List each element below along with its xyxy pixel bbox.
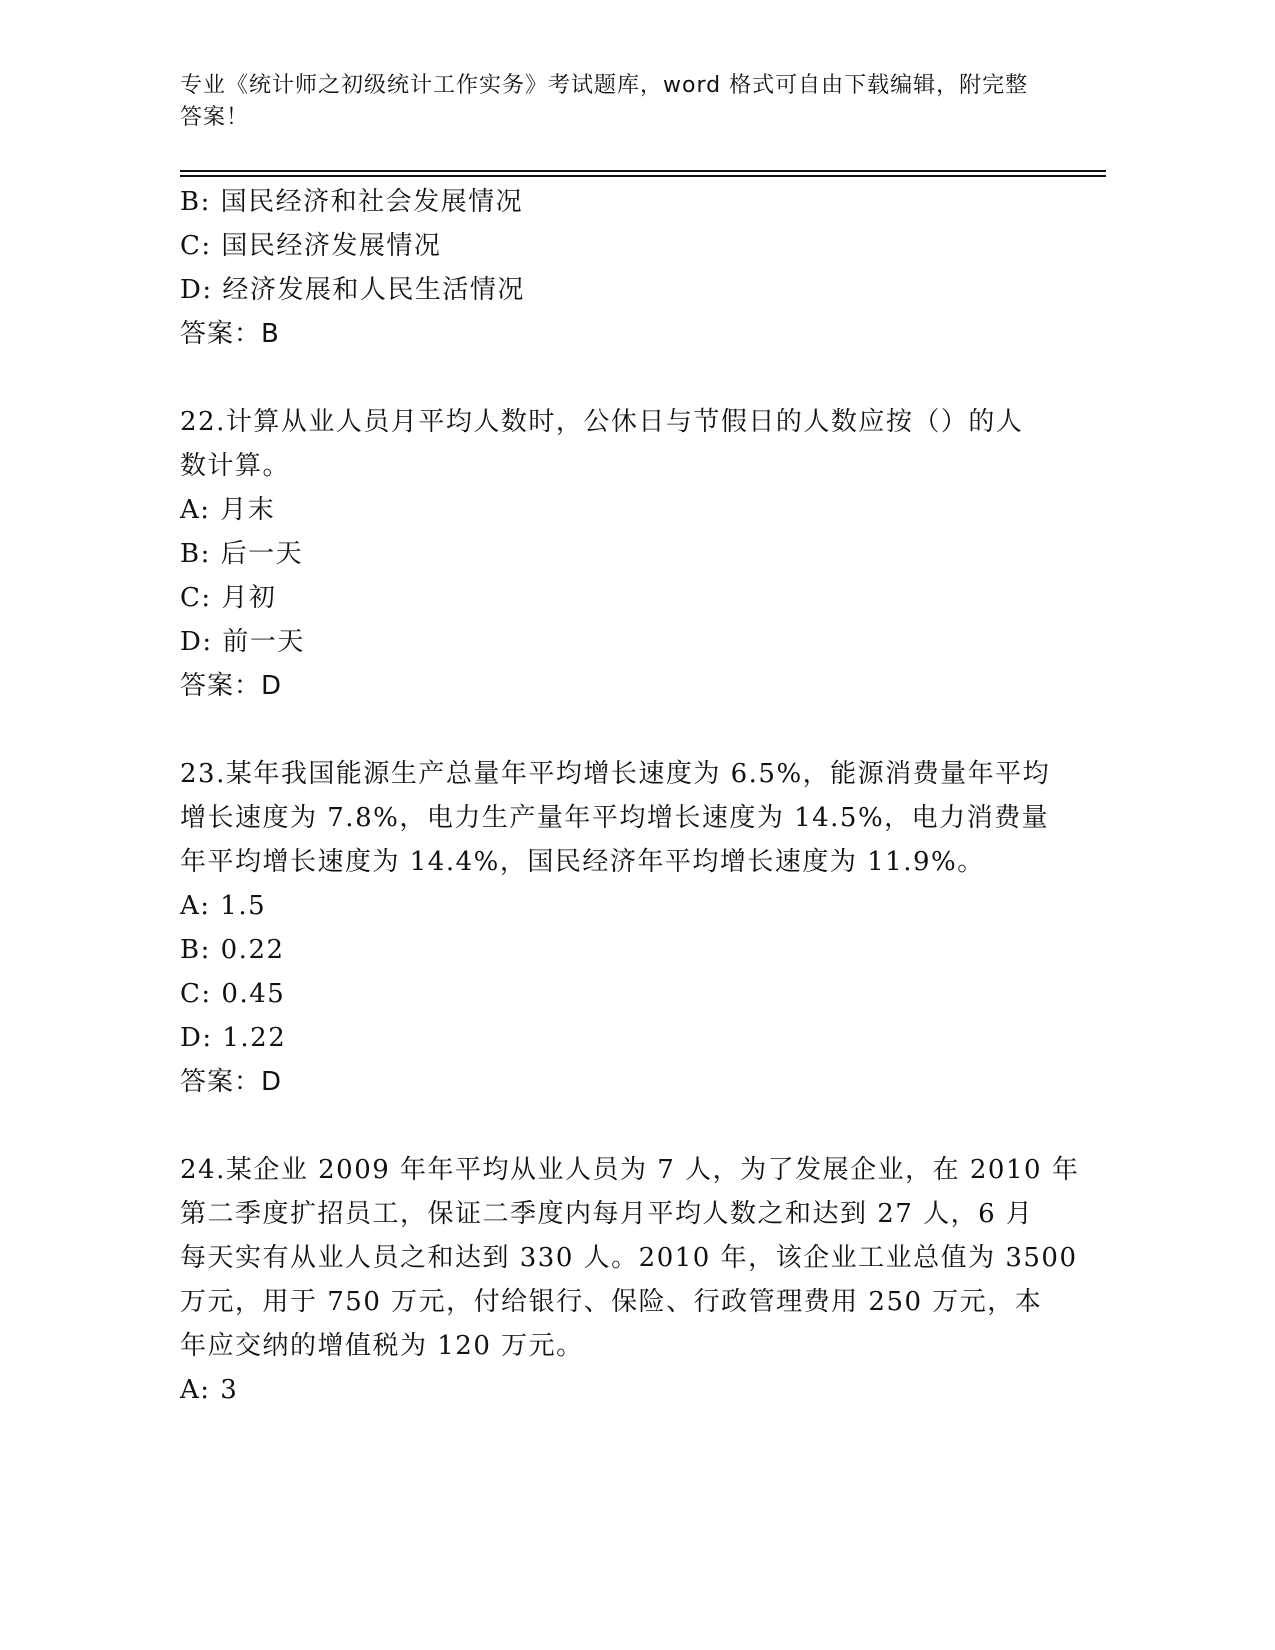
question-block-23 — [180, 752, 1051, 1104]
question-stem-line: 第二季度扩招员工，保证二季度内每月平均人数之和达到 27 人，6 月 — [180, 1199, 1034, 1229]
question-block-previous — [180, 180, 1040, 356]
option-d: D: 前一天 — [180, 627, 305, 657]
question-stem-line: 22.计算从业人员月平均人数时，公休日与节假日的人数应按（）的人 — [180, 407, 1024, 437]
question-stem-line: 每天实有从业人员之和达到 330 人。2010 年，该企业工业总值为 3500 — [180, 1243, 1078, 1273]
question-stem-line: 年应交纳的增值税为 120 万元。 — [180, 1331, 584, 1361]
option-c: C: 国民经济发展情况 — [180, 231, 442, 261]
option-c: C: 0.45 — [180, 979, 286, 1009]
header-divider-top — [180, 170, 1106, 172]
option-c: C: 月初 — [180, 583, 277, 613]
answer-label: 答案：D — [180, 1067, 283, 1097]
option-b: B: 后一天 — [180, 539, 304, 569]
option-b: B: 0.22 — [180, 935, 285, 965]
question-stem-line: 数计算。 — [180, 451, 291, 481]
spacer — [180, 708, 1040, 752]
header-divider-bottom — [180, 175, 1106, 177]
question-stem-line: 24.某企业 2009 年年平均从业人员为 7 人，为了发展企业，在 2010 年 — [180, 1155, 1080, 1185]
question-block-22 — [180, 400, 1040, 708]
answer-label: 答案：D — [180, 671, 283, 701]
option-a: A: 1.5 — [180, 891, 267, 921]
option-a: A: 月末 — [180, 495, 276, 525]
answer-label: 答案：B — [180, 319, 280, 349]
option-a: A: 3 — [180, 1375, 239, 1405]
spacer — [180, 356, 1040, 400]
option-d: D: 1.22 — [180, 1023, 287, 1053]
question-stem-line: 增长速度为 7.8%，电力生产量年平均增长速度为 14.5%，电力消费量 — [180, 803, 1050, 833]
option-b: B: 国民经济和社会发展情况 — [180, 187, 524, 217]
option-d: D: 经济发展和人民生活情况 — [180, 275, 525, 305]
question-block-24 — [180, 1148, 1080, 1412]
document-header: 专业《统计师之初级统计工作实务》考试题库，word 格式可自由下载编辑，附完整答案！ — [180, 73, 1029, 130]
document-body — [180, 180, 1080, 1412]
spacer — [180, 1104, 1040, 1148]
question-stem-line: 万元，用于 750 万元，付给银行、保险、行政管理费用 250 万元，本 — [180, 1287, 1043, 1317]
question-stem-line: 23.某年我国能源生产总量年平均增长速度为 6.5%，能源消费量年平均 — [180, 759, 1051, 789]
question-stem-line: 年平均增长速度为 14.4%，国民经济年平均增长速度为 11.9%。 — [180, 847, 985, 877]
